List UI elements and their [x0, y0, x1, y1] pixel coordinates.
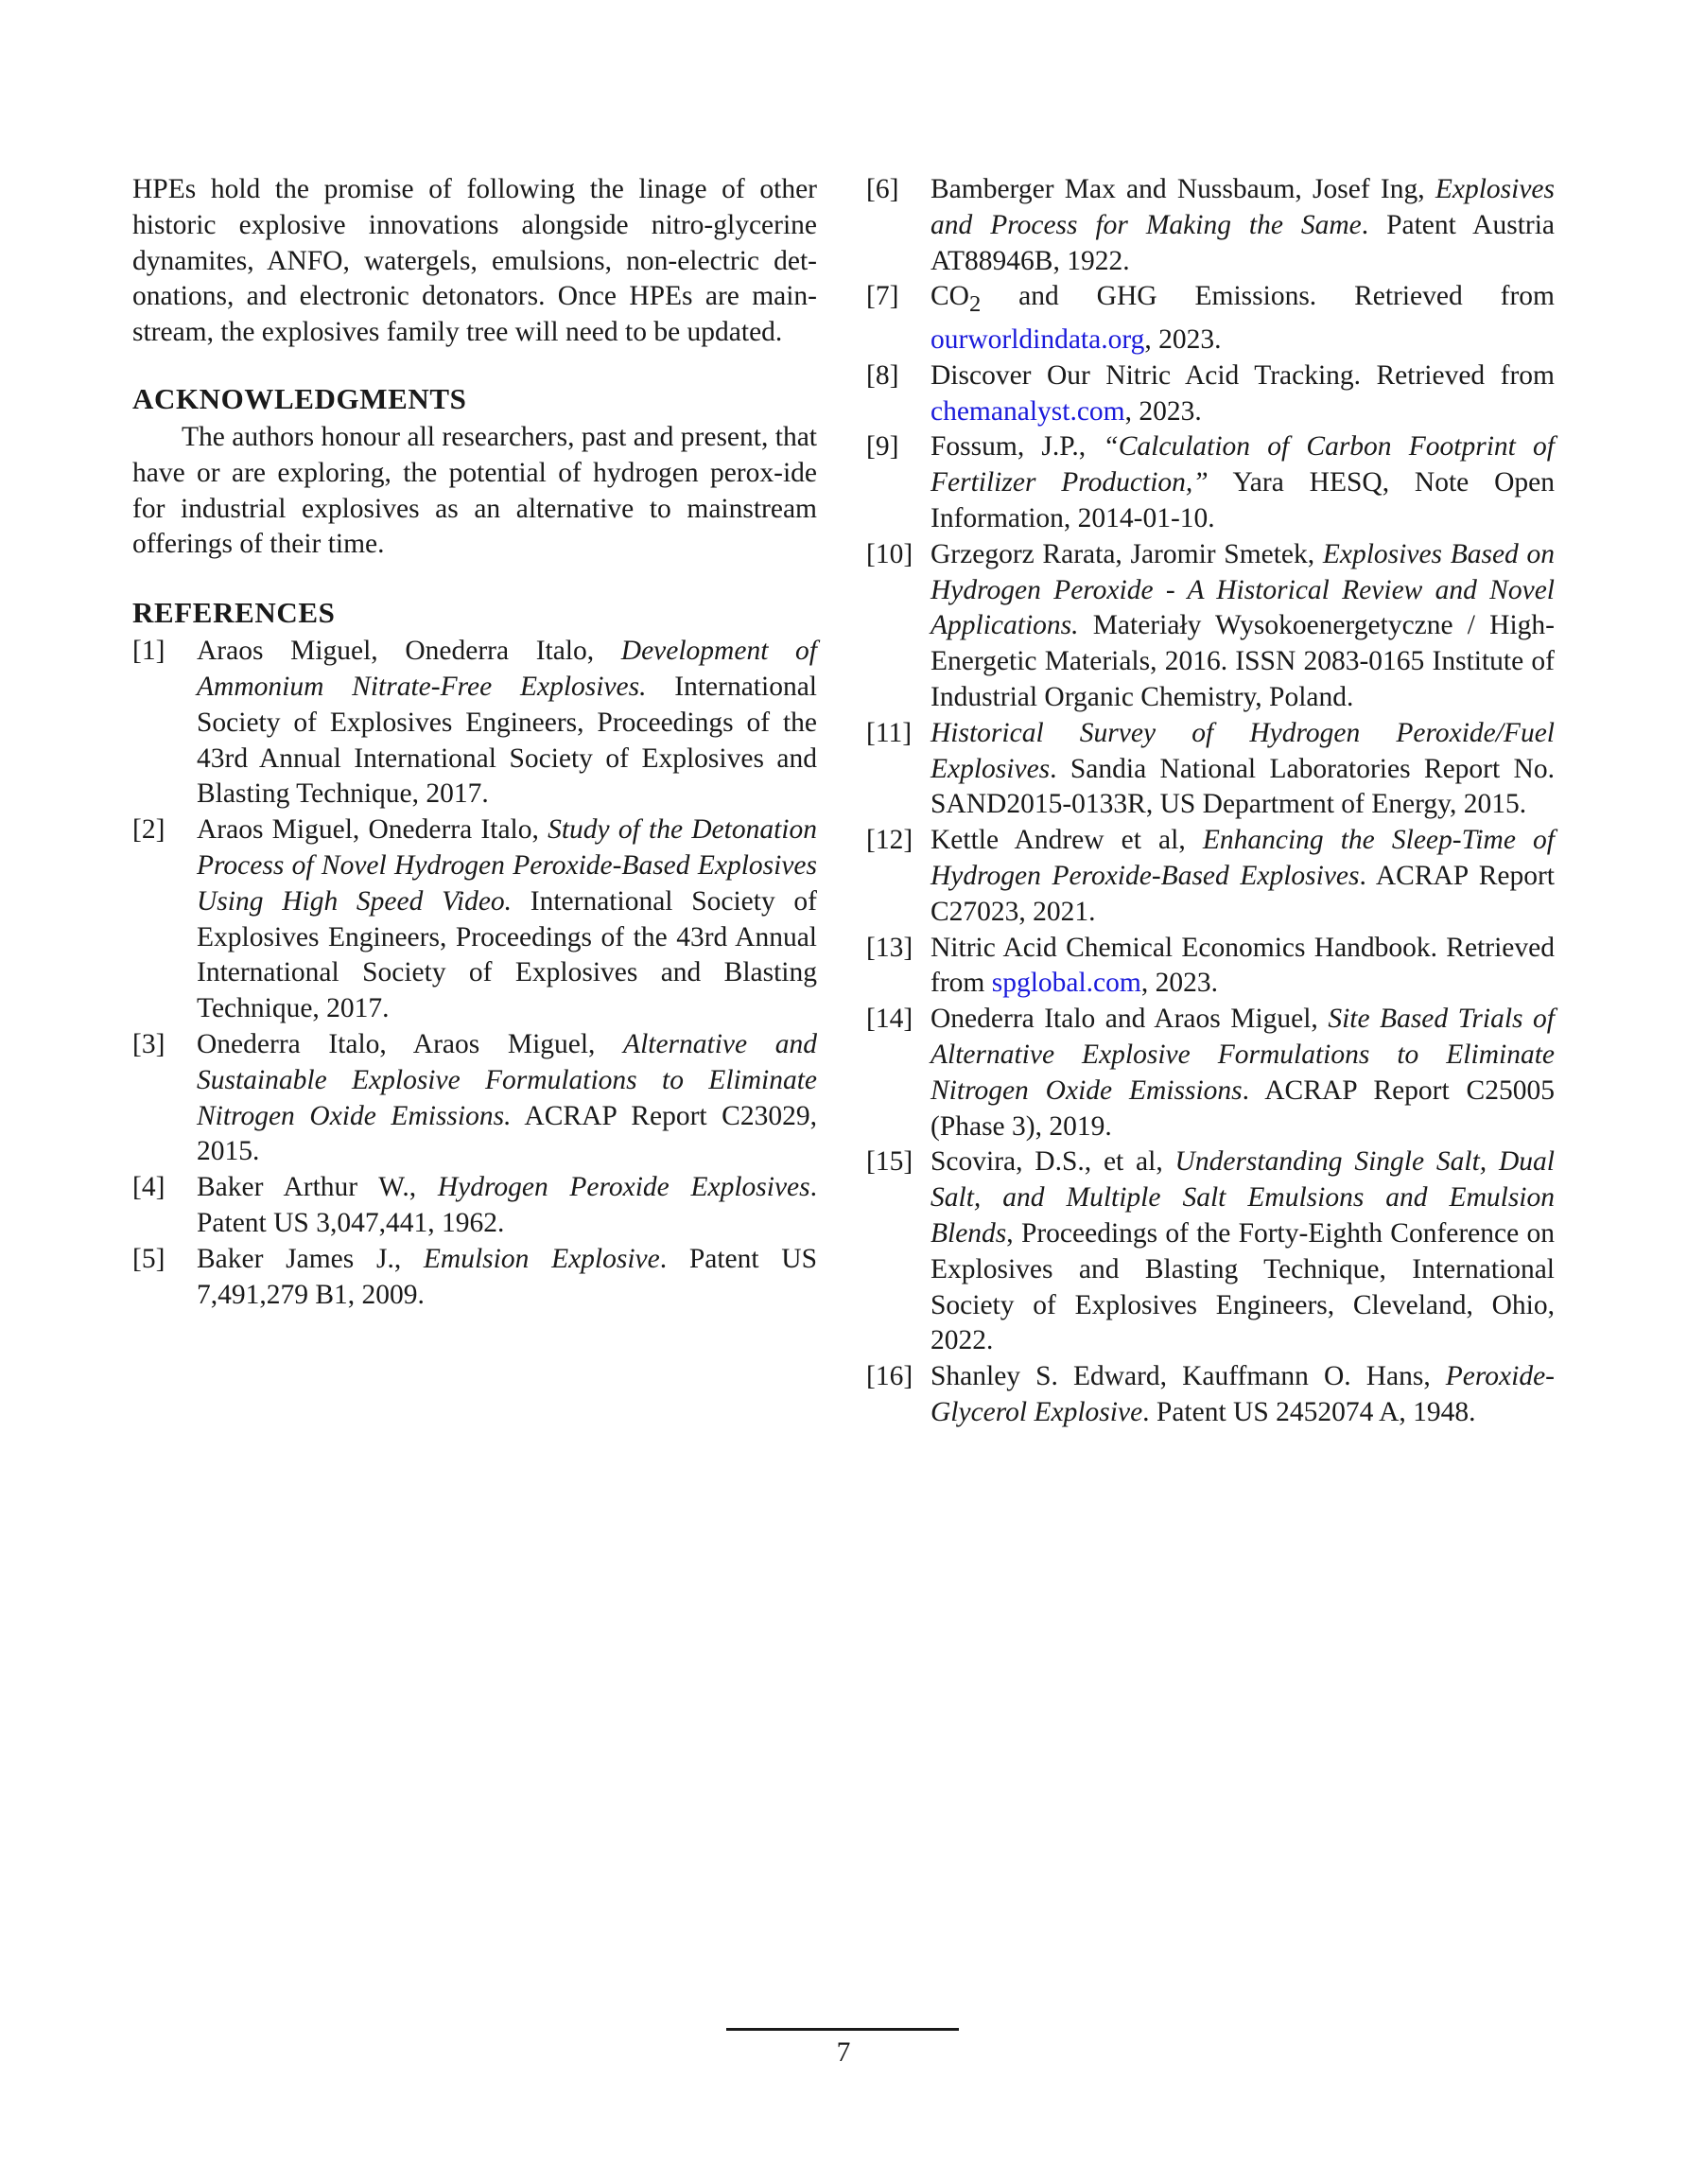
reference-text — [930, 1002, 1555, 1144]
reference-number: [1] — [132, 636, 165, 667]
reference-authors: Discover Our Nitric Acid Tracking. Retrieved from — [930, 359, 1555, 391]
reference-title: Hydrogen Peroxide Explosives — [437, 1172, 810, 1203]
reference-authors: Araos Miguel, Onederra Italo, — [197, 814, 548, 846]
reference-number: [16] — [866, 1361, 913, 1392]
reference-authors: Bamberger Max and Nussbaum, Josef Ing, — [930, 174, 1435, 204]
reference-authors: Baker Arthur W., — [197, 1172, 438, 1203]
reference-title: Understanding Single Salt, Dual Salt, and Multiple Salt Emulsions and Emulsion Blends — [930, 1146, 1555, 1249]
reference-link[interactable]: spglobal.com — [991, 968, 1141, 999]
reference-authors: Grzegorz Rarata, Jaromir Smetek, — [930, 538, 1323, 569]
reference-number: [4] — [132, 1172, 165, 1203]
reference-list-right — [866, 172, 1555, 1431]
reference-text — [930, 931, 1555, 1003]
reference-details: ACRAP Report C23029, 2015. — [197, 1100, 817, 1167]
reference-title: Site Based Trials of Alternative Explosive Formulations to Eliminate Nitrogen Oxide Emissions — [930, 1004, 1555, 1106]
right-column — [866, 172, 1555, 1431]
reference-text — [930, 172, 1555, 279]
reference-title: Explosives Based on Hydrogen Peroxide - A Historical Review and Novel Applications. — [930, 538, 1556, 641]
reference-item — [866, 1144, 1555, 1359]
reference-text — [930, 716, 1555, 823]
reference-authors: Baker James J., — [197, 1243, 424, 1274]
footer-rule — [726, 2028, 959, 2031]
reference-text — [197, 634, 817, 812]
reference-details: Yara HESQ, Note Open Information, 2014-01-10. — [930, 467, 1555, 534]
reference-item — [866, 931, 1555, 1003]
reference-authors: Araos Miguel, Onederra Italo, — [197, 636, 621, 667]
reference-item — [866, 1002, 1555, 1144]
acknowledgments-heading: ACKNOWLEDGMENTS — [132, 381, 467, 415]
left-column — [132, 172, 817, 1313]
reference-title: Study of the Detonation Process of Novel Hydrogen Peroxide-Based Explosives Using High Speed Video. — [197, 814, 817, 917]
reference-number: [3] — [132, 1028, 165, 1059]
reference-item — [132, 634, 817, 812]
reference-text — [930, 537, 1555, 716]
reference-text — [930, 358, 1555, 430]
reference-item — [866, 1359, 1555, 1431]
reference-subscript: 2 — [968, 291, 982, 318]
reference-item — [866, 537, 1555, 716]
reference-title: “Calculation of Carbon Footprint of Fertilizer Production,” — [930, 431, 1555, 498]
reference-number: [13] — [866, 932, 913, 963]
reference-item — [132, 1170, 817, 1242]
reference-authors: Scovira, D.S., et al, — [930, 1146, 1175, 1178]
reference-text — [197, 1242, 817, 1314]
acknowledgments-text: The authors honour all researchers, past and present, that have or are exploring, the potential of hydrogen perox-ide for industrial explosives as an alternative to mainstream offerings of their time. — [132, 421, 817, 560]
reference-number: [12] — [866, 825, 913, 856]
reference-title: Emulsion Explosive — [423, 1243, 660, 1274]
reference-details: Materiały Wysokoenergetyczne / High-Energetic Materials, 2016. ISSN 2083-0165 Institute of Industrial Organic Chemistry, Poland. — [930, 610, 1555, 713]
reference-link[interactable]: ourworldindata.org — [930, 324, 1145, 356]
reference-number: [9] — [866, 431, 899, 463]
reference-text — [197, 1027, 817, 1170]
reference-number: [6] — [866, 174, 899, 204]
reference-details: , 2023. — [1140, 968, 1218, 999]
reference-number: [10] — [866, 538, 913, 569]
reference-text — [930, 823, 1555, 930]
references-heading: REFERENCES — [132, 596, 336, 630]
reference-item — [866, 823, 1555, 930]
reference-details: , Proceedings of the Forty-Eighth Conference on Explosives and Blasting Technique, International Society of Explosives Engineers, Cleveland, Ohio, 2022. — [930, 1218, 1555, 1356]
intro-paragraph: HPEs hold the promise of following the linage of other historic explosive innovations alongside nitro-glycerine dynamites, ANFO, watergels, emulsions, non-electric det-onations, and electronic detonators. Once HPEs are main-stream, the explosives family tree will need to be updated. — [132, 174, 817, 348]
reference-details: International Society of Explosives Engineers, Proceedings of the 43rd Annual International Society of Explosives and Blasting Technique, 2017. — [197, 671, 817, 810]
reference-authors: Shanley S. Edward, Kauffmann O. Hans, — [930, 1361, 1446, 1392]
reference-item — [866, 716, 1555, 823]
reference-details: , 2023. — [1144, 324, 1222, 356]
reference-text-part: and GHG Emissions. Retrieved from — [981, 281, 1555, 312]
reference-number: [7] — [866, 281, 899, 312]
reference-item — [132, 1027, 817, 1170]
reference-authors: CO — [930, 281, 969, 312]
reference-text — [197, 812, 817, 1027]
reference-details: . Patent Austria AT88946B, 1922. — [930, 209, 1556, 276]
reference-text — [930, 429, 1555, 536]
reference-title: Enhancing the Sleep-Time of Hydrogen Peroxide-Based Explosives — [930, 825, 1555, 892]
reference-authors: Kettle Andrew et al, — [930, 825, 1203, 856]
reference-details: . ACRAP Report C27023, 2021. — [930, 861, 1555, 927]
reference-details: International Society of Explosives Engineers, Proceedings of the 43rd Annual International Society of Explosives and Blasting Technique, 2017. — [197, 885, 817, 1024]
reference-number: [15] — [866, 1146, 913, 1178]
reference-text — [930, 279, 1555, 358]
reference-details: . Patent US 7,491,279 B1, 2009. — [197, 1243, 817, 1310]
reference-details: . Patent US 3,047,441, 1962. — [197, 1172, 817, 1238]
reference-title: Development of Ammonium Nitrate-Free Explosives. — [197, 636, 817, 702]
reference-details: . Patent US 2452074 A, 1948. — [1142, 1396, 1476, 1427]
reference-authors: Fossum, J.P., — [930, 431, 1104, 463]
reference-item — [866, 429, 1555, 536]
reference-authors: Onederra Italo, Araos Miguel, — [197, 1028, 624, 1059]
page-number: 7 — [836, 2037, 851, 2068]
reference-title: Historical Survey of Hydrogen Peroxide/Fuel Explosives — [930, 717, 1555, 784]
reference-number: [14] — [866, 1004, 913, 1035]
reference-authors: Nitric Acid Chemical Economics Handbook. Retrieved from — [930, 932, 1555, 999]
reference-authors: Onederra Italo and Araos Miguel, — [930, 1004, 1329, 1035]
reference-title: Alternative and Sustainable Explosive Formulations to Eliminate Nitrogen Oxide Emissions. — [197, 1028, 817, 1131]
reference-title: Peroxide-Glycerol Explosive — [930, 1361, 1555, 1427]
reference-details: . Sandia National Laboratories Report No. SAND2015-0133R, US Department of Energy, 2015. — [930, 753, 1555, 820]
reference-number: [8] — [866, 359, 899, 391]
reference-number: [2] — [132, 814, 165, 846]
reference-number: [11] — [866, 717, 913, 748]
reference-item — [866, 279, 1555, 358]
reference-list-left — [132, 634, 817, 1313]
reference-details: , 2023. — [1124, 395, 1202, 427]
reference-details: . ACRAP Report C25005 (Phase 3), 2019. — [930, 1075, 1555, 1142]
reference-item — [132, 812, 817, 1027]
reference-item — [866, 172, 1555, 279]
reference-title: Explosives and Process for Making the Same — [930, 174, 1555, 240]
reference-text — [930, 1144, 1555, 1359]
reference-item — [866, 358, 1555, 430]
reference-text — [930, 1359, 1555, 1431]
reference-number: [5] — [132, 1243, 165, 1274]
reference-text — [197, 1170, 817, 1242]
reference-link[interactable]: chemanalyst.com — [930, 395, 1125, 427]
reference-item — [132, 1242, 817, 1314]
